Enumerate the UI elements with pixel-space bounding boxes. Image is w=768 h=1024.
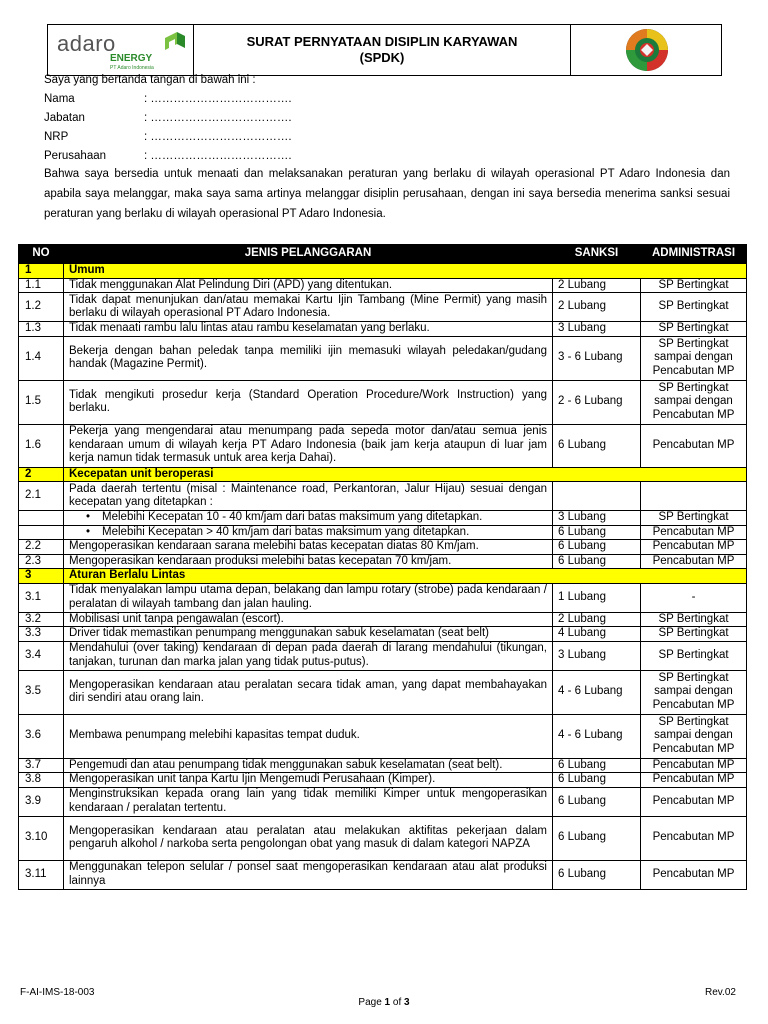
- row-admin: Pencabutan MP: [641, 424, 747, 467]
- row-desc: Mengoperasikan unit tanpa Kartu Ijin Mengemudi Perusahaan (Kimper).: [64, 773, 553, 788]
- row-sanksi: 6 Lubang: [553, 554, 641, 569]
- table-row: [19, 773, 747, 788]
- row-sanksi: 3 - 6 Lubang: [553, 336, 641, 380]
- row-admin: SP Bertingkat: [641, 641, 747, 670]
- row-admin: SP Bertingkat sampai dengan Pencabutan MP: [641, 336, 747, 380]
- page-of: of: [392, 997, 402, 1008]
- table-row: [19, 424, 747, 467]
- row-sanksi: 2 Lubang: [553, 293, 641, 322]
- row-sanksi: [553, 482, 641, 511]
- title-line-1: SURAT PERNYATAAN DISIPLIN KARYAWAN: [246, 34, 518, 49]
- row-no: 1.6: [19, 424, 64, 467]
- row-no: 3.2: [19, 612, 64, 627]
- safety-badge-icon: [617, 27, 677, 73]
- row-admin: SP Bertingkat sampai dengan Pencabutan MP: [641, 380, 747, 424]
- row-sanksi: 6 Lubang: [553, 758, 641, 773]
- logo-energy: ENERGY: [110, 53, 153, 64]
- table-row: [19, 322, 747, 337]
- table-row: [19, 380, 747, 424]
- row-admin: Pencabutan MP: [641, 860, 747, 889]
- row-no: 3.8: [19, 773, 64, 788]
- row-sanksi: 6 Lubang: [553, 773, 641, 788]
- row-admin: -: [641, 583, 747, 612]
- section-row: [19, 467, 747, 482]
- row-no: 3.4: [19, 641, 64, 670]
- statement-paragraph: Bahwa saya bersedia untuk menaati dan melaksanakan peraturan yang berlaku di wilayah operasional PT Adaro Indonesia dan apabila saya melanggar, maka saya sama artinya melanggar disiplin perusahaan, dengan ini saya bersedia menerima sanksi sesuai peraturan yang berlaku di wilayah operasional PT Adaro Indonesia.: [44, 168, 730, 220]
- row-desc-bullet: • Melebihi Kecepatan 10 - 40 km/jam dari batas maksimum yang ditetapkan.: [64, 511, 553, 526]
- table-row: [19, 787, 747, 816]
- row-sanksi: 6 Lubang: [553, 424, 641, 467]
- page-total: 3: [404, 997, 410, 1008]
- row-no: [19, 525, 64, 540]
- row-admin: Pencabutan MP: [641, 787, 747, 816]
- row-admin: SP Bertingkat sampai dengan Pencabutan MP: [641, 714, 747, 758]
- row-no: 3.5: [19, 670, 64, 714]
- table-row: [19, 627, 747, 642]
- logo-subtitle: PT Adaro Indonesia: [110, 65, 154, 71]
- row-sanksi: 4 - 6 Lubang: [553, 670, 641, 714]
- row-desc: Pengemudi dan atau penumpang tidak menggunakan sabuk keselamatan (seat belt).: [64, 758, 553, 773]
- row-desc: Bekerja dengan bahan peledak tanpa memiliki ijin memasuki wilayah peledakan/gudang handak (Magazine Permit).: [64, 336, 553, 380]
- title-line-2: (SPDK): [359, 50, 405, 65]
- table-row: [19, 525, 747, 540]
- document-header: [47, 24, 722, 76]
- row-no: 3.7: [19, 758, 64, 773]
- row-admin: Pencabutan MP: [641, 773, 747, 788]
- row-sanksi: 2 - 6 Lubang: [553, 380, 641, 424]
- row-admin: Pencabutan MP: [641, 554, 747, 569]
- row-sanksi: 2 Lubang: [553, 612, 641, 627]
- row-desc: Mengoperasikan kendaraan sarana melebihi batas kecepatan diatas 80 Km/jam.: [64, 540, 553, 555]
- table-row: [19, 336, 747, 380]
- row-admin: Pencabutan MP: [641, 816, 747, 860]
- row-admin: Pencabutan MP: [641, 525, 747, 540]
- row-sanksi: 3 Lubang: [553, 641, 641, 670]
- table-row: [19, 860, 747, 889]
- table-row: [19, 758, 747, 773]
- row-desc: Mobilisasi unit tanpa pengawalan (escort).: [64, 612, 553, 627]
- field-perusahaan-label: Perusahaan: [44, 150, 107, 162]
- row-sanksi: 6 Lubang: [553, 525, 641, 540]
- field-nrp-value[interactable]: : ……………………………….: [144, 131, 292, 143]
- page-number: [0, 997, 768, 1008]
- page-current: 1: [384, 997, 391, 1008]
- revision: Rev.02: [705, 987, 736, 998]
- row-sanksi: 6 Lubang: [553, 787, 641, 816]
- row-no: 3.10: [19, 816, 64, 860]
- row-admin: Pencabutan MP: [641, 758, 747, 773]
- violation-table: [18, 244, 747, 890]
- section-row: [19, 569, 747, 584]
- row-sanksi: 6 Lubang: [553, 860, 641, 889]
- field-nrp-label: NRP: [44, 131, 69, 143]
- row-admin: SP Bertingkat: [641, 627, 747, 642]
- company-logo: [48, 25, 194, 75]
- row-sanksi: 2 Lubang: [553, 278, 641, 293]
- row-desc: Tidak dapat menunjukan dan/atau memakai Kartu Ijin Tambang (Mine Permit) yang masih berlaku di wilayah operasional PT Adaro Indonesia.: [64, 293, 553, 322]
- table-row: [19, 714, 747, 758]
- row-desc: Tidak menyalakan lampu utama depan, belakang dan lampu rotary (strobe) pada kendaraan / peralatan di wilayah tambang dan jalan hauling.: [64, 583, 553, 612]
- row-sanksi: 6 Lubang: [553, 540, 641, 555]
- col-header-sanksi: SANKSI: [553, 245, 641, 264]
- row-desc: Pada daerah tertentu (misal : Maintenance road, Perkantoran, Jalur Hijau) sesuai dengan kecepatan yang ditetapkan :: [64, 482, 553, 511]
- row-sanksi: 4 - 6 Lubang: [553, 714, 641, 758]
- row-no: 2.2: [19, 540, 64, 555]
- row-desc: Mengoperasikan kendaraan atau peralatan secara tidak aman, yang dapat membahayakan diri sendiri atau orang lain.: [64, 670, 553, 714]
- row-desc: Pekerja yang mengendarai atau menumpang pada sepeda motor dan/atau semua jenis kendaraan umum di wilayah kerja PT Adaro Indonesia (baik jam kerja ataupun di luar jam kerja namun tidak termasuk untuk area kerja Dahai).: [64, 424, 553, 467]
- safety-badge: [571, 25, 721, 75]
- table-row: [19, 816, 747, 860]
- row-no: 3.9: [19, 787, 64, 816]
- row-desc: Driver tidak memastikan penumpang menggunakan sabuk keselamatan (seat belt): [64, 627, 553, 642]
- row-no: 1.1: [19, 278, 64, 293]
- table-row: [19, 612, 747, 627]
- row-admin: SP Bertingkat sampai dengan Pencabutan MP: [641, 670, 747, 714]
- section-no: 3: [19, 569, 64, 584]
- table-row: [19, 540, 747, 555]
- field-jabatan-label: Jabatan: [44, 112, 85, 124]
- logo-mark-icon: [161, 30, 187, 56]
- row-no: 1.4: [19, 336, 64, 380]
- col-header-no: NO: [19, 245, 64, 264]
- section-title: Umum: [64, 264, 747, 279]
- row-admin: SP Bertingkat: [641, 511, 747, 526]
- row-desc: Mendahului (over taking) kendaraan di depan pada daerah di larang mendahului (tikungan, tanjakan, turunan dan marka jalan yang tidak putus-putus).: [64, 641, 553, 670]
- row-no: 1.3: [19, 322, 64, 337]
- row-desc: Membawa penumpang melebihi kapasitas tempat duduk.: [64, 714, 553, 758]
- row-sanksi: 3 Lubang: [553, 322, 641, 337]
- col-header-admin: ADMINISTRASI: [641, 245, 747, 264]
- section-title: Kecepatan unit beroperasi: [64, 467, 747, 482]
- page-word: Page: [358, 997, 382, 1008]
- form-code: F-AI-IMS-18-003: [20, 987, 95, 998]
- row-desc: Menginstruksikan kepada orang lain yang tidak memiliki Kimper untuk mengoperasikan kendaraan / peralatan tertentu.: [64, 787, 553, 816]
- intro-lead: Saya yang bertanda tangan di bawah ini :: [44, 74, 256, 86]
- field-jabatan-value[interactable]: : ……………………………….: [144, 112, 292, 124]
- row-admin: SP Bertingkat: [641, 293, 747, 322]
- document-title: [194, 25, 571, 75]
- table-row: [19, 293, 747, 322]
- row-desc: Mengoperasikan kendaraan produksi melebihi batas kecepatan 70 km/jam.: [64, 554, 553, 569]
- row-desc: Mengoperasikan kendaraan atau peralatan atau melakukan aktifitas pekerjaan dalam pengaruh alkohol / narkoba serta pengolongan obat yang masuk di dalam kategori NAPZA: [64, 816, 553, 860]
- row-admin: Pencabutan MP: [641, 540, 747, 555]
- row-sanksi: 4 Lubang: [553, 627, 641, 642]
- row-no: 3.1: [19, 583, 64, 612]
- row-no: 3.6: [19, 714, 64, 758]
- field-nama-value[interactable]: : ……………………………….: [144, 93, 292, 105]
- row-desc: Menggunakan telepon selular / ponsel saat mengoperasikan kendaraan atau alat produksi lainnya: [64, 860, 553, 889]
- row-no: 3.11: [19, 860, 64, 889]
- table-row: [19, 278, 747, 293]
- row-no: 1.5: [19, 380, 64, 424]
- col-header-jenis: JENIS PELANGGARAN: [64, 245, 553, 264]
- row-no: [19, 511, 64, 526]
- table-row: [19, 583, 747, 612]
- table-row: [19, 641, 747, 670]
- table-header-row: [19, 245, 747, 264]
- row-desc-bullet: • Melebihi Kecepatan > 40 km/jam dari batas maksimum yang ditetapkan.: [64, 525, 553, 540]
- field-perusahaan-value[interactable]: : ……………………………….: [144, 150, 292, 162]
- table-row: [19, 554, 747, 569]
- row-desc: Tidak menggunakan Alat Pelindung Diri (APD) yang ditentukan.: [64, 278, 553, 293]
- row-admin: SP Bertingkat: [641, 322, 747, 337]
- section-row: [19, 264, 747, 279]
- row-admin: [641, 482, 747, 511]
- row-admin: SP Bertingkat: [641, 612, 747, 627]
- row-no: 1.2: [19, 293, 64, 322]
- section-no: 2: [19, 467, 64, 482]
- field-nama-label: Nama: [44, 93, 75, 105]
- table-row: [19, 511, 747, 526]
- row-admin: SP Bertingkat: [641, 278, 747, 293]
- table-row: [19, 482, 747, 511]
- row-no: 2.1: [19, 482, 64, 511]
- section-title: Aturan Berlalu Lintas: [64, 569, 747, 584]
- row-desc: Tidak mengikuti prosedur kerja (Standard Operation Procedure/Work Instruction) yang berlaku.: [64, 380, 553, 424]
- row-no: 2.3: [19, 554, 64, 569]
- logo-word: adaro: [57, 31, 116, 56]
- row-sanksi: 1 Lubang: [553, 583, 641, 612]
- row-sanksi: 3 Lubang: [553, 511, 641, 526]
- row-desc: Tidak menaati rambu lalu lintas atau rambu keselamatan yang berlaku.: [64, 322, 553, 337]
- table-row: [19, 670, 747, 714]
- row-sanksi: 6 Lubang: [553, 816, 641, 860]
- row-no: 3.3: [19, 627, 64, 642]
- section-no: 1: [19, 264, 64, 279]
